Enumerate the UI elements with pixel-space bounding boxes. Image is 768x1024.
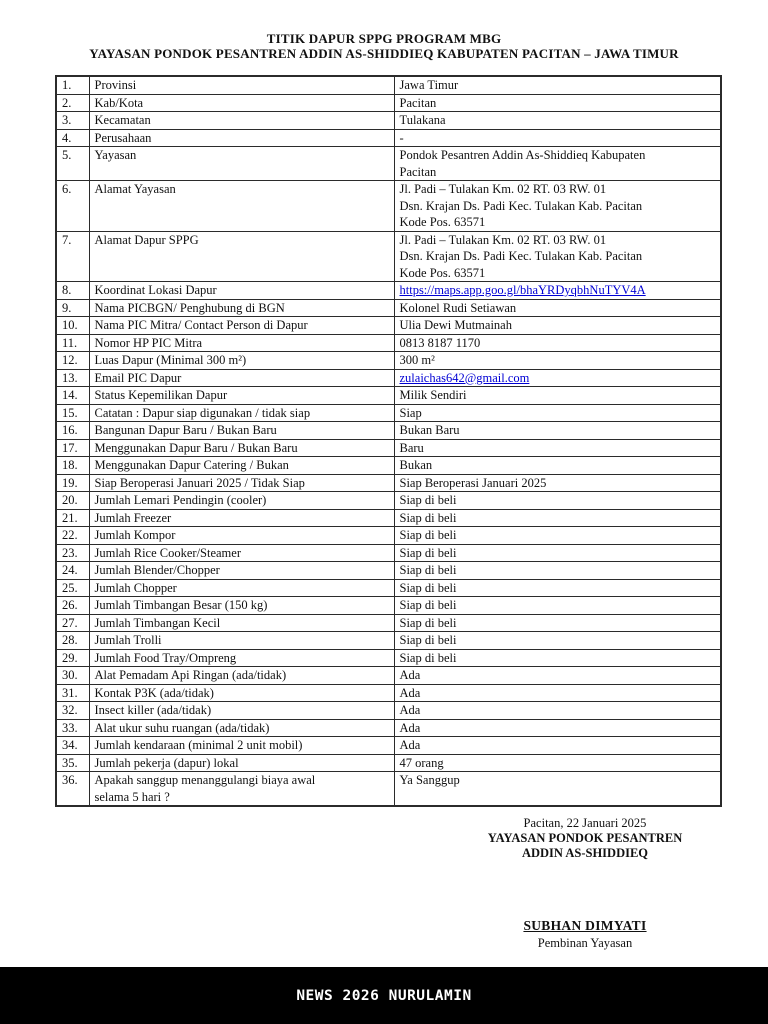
row-value <box>394 614 721 632</box>
row-number: 1. <box>56 76 89 94</box>
table-row <box>56 492 721 510</box>
row-number: 25. <box>56 579 89 597</box>
label-line: Email PIC Dapur <box>94 370 182 385</box>
maps-location-link[interactable]: https://maps.app.goo.gl/bhaYRDyqbhNuTYV4A <box>399 283 646 297</box>
row-number: 28. <box>56 632 89 650</box>
value-line: Ada <box>399 720 421 735</box>
label-line: Luas Dapur (Minimal 300 m²) <box>94 353 247 367</box>
row-value <box>394 387 721 405</box>
value-line: Bukan <box>399 458 433 472</box>
table-row <box>56 352 721 370</box>
row-label <box>89 282 394 300</box>
value-line: Siap di beli <box>399 598 457 612</box>
table-row <box>56 181 721 232</box>
row-number: 18. <box>56 457 89 475</box>
value-line: Kode Pos. 63571 <box>399 215 486 229</box>
row-number: 36. <box>56 772 89 807</box>
table-row <box>56 147 721 181</box>
value-line: Bukan Baru <box>399 423 460 437</box>
row-value <box>394 439 721 457</box>
info-table-body <box>56 76 721 806</box>
row-label <box>89 562 394 580</box>
row-value <box>394 282 721 300</box>
value-line: Ada <box>399 703 421 717</box>
table-row <box>56 457 721 475</box>
row-label <box>89 702 394 720</box>
row-label <box>89 544 394 562</box>
row-number: 13. <box>56 369 89 387</box>
row-number: 31. <box>56 684 89 702</box>
row-number: 17. <box>56 439 89 457</box>
document-title-line2: YAYASAN PONDOK PESANTREN ADDIN AS-SHIDDIEQ KABUPATEN PACITAN – JAWA TIMUR <box>89 45 679 61</box>
table-row <box>56 772 721 807</box>
label-line: Alat Pemadam Api Ringan (ada/tidak) <box>94 668 287 682</box>
table-row <box>56 334 721 352</box>
news-ticker-bar <box>0 967 768 1024</box>
label-line: selama 5 hari ? <box>94 789 170 804</box>
value-line: Siap di beli <box>399 633 457 647</box>
label-line: Kecamatan <box>94 113 151 127</box>
row-value <box>394 649 721 667</box>
label-line: Jumlah Trolli <box>94 633 162 647</box>
row-number: 20. <box>56 492 89 510</box>
table-row <box>56 94 721 112</box>
row-value <box>394 422 721 440</box>
row-label <box>89 181 394 232</box>
row-value <box>394 369 721 387</box>
row-value <box>394 231 721 282</box>
label-line: Catatan : Dapur siap digunakan / tidak siap <box>94 405 311 420</box>
document-title-line1: TITIK DAPUR SPPG PROGRAM MBG <box>266 31 502 46</box>
row-value <box>394 352 721 370</box>
row-label <box>89 772 394 807</box>
table-row <box>56 112 721 130</box>
row-number: 19. <box>56 474 89 492</box>
row-value <box>394 492 721 510</box>
table-row <box>56 317 721 335</box>
row-value <box>394 317 721 335</box>
signature-org-line1: YAYASAN PONDOK PESANTREN <box>487 831 683 845</box>
value-line: Ada <box>399 738 421 752</box>
value-line: Siap di beli <box>399 510 457 525</box>
value-line: Kode Pos. 63571 <box>399 265 486 280</box>
row-label <box>89 474 394 492</box>
value-line: Milik Sendiri <box>399 388 467 402</box>
value-line: Kolonel Rudi Setiawan <box>399 300 517 315</box>
value-line: Siap di beli <box>399 563 457 577</box>
row-number: 24. <box>56 562 89 580</box>
info-table <box>55 75 722 807</box>
table-row <box>56 737 721 755</box>
row-value <box>394 632 721 650</box>
row-number: 16. <box>56 422 89 440</box>
row-label <box>89 387 394 405</box>
value-line: Ada <box>399 685 421 700</box>
row-value <box>394 94 721 112</box>
label-line: Alat ukur suhu ruangan (ada/tidak) <box>94 720 270 735</box>
label-line: Bangunan Dapur Baru / Bukan Baru <box>94 423 277 437</box>
row-number: 11. <box>56 334 89 352</box>
row-value <box>394 509 721 527</box>
table-row <box>56 667 721 685</box>
row-label <box>89 492 394 510</box>
table-row <box>56 632 721 650</box>
row-number: 30. <box>56 667 89 685</box>
label-line: Jumlah Freezer <box>94 510 172 525</box>
row-number: 2. <box>56 94 89 112</box>
row-label <box>89 649 394 667</box>
row-number: 34. <box>56 737 89 755</box>
label-line: Kontak P3K (ada/tidak) <box>94 685 214 700</box>
signature-name: SUBHAN DIMYATI <box>523 918 647 933</box>
value-line: Siap Beroperasi Januari 2025 <box>399 475 547 490</box>
table-row <box>56 719 721 737</box>
table-row <box>56 597 721 615</box>
table-row <box>56 509 721 527</box>
row-value <box>394 527 721 545</box>
label-line: Jumlah Chopper <box>94 580 177 595</box>
table-row <box>56 422 721 440</box>
label-line: Menggunakan Dapur Baru / Bukan Baru <box>94 440 298 455</box>
row-number: 35. <box>56 754 89 772</box>
value-line: Siap di beli <box>399 615 457 630</box>
table-row <box>56 474 721 492</box>
table-row <box>56 684 721 702</box>
row-value <box>394 597 721 615</box>
row-value <box>394 181 721 232</box>
value-line: Tulakana <box>399 113 446 127</box>
label-line: Nomor HP PIC Mitra <box>94 335 203 350</box>
row-label <box>89 369 394 387</box>
value-line: 0813 8187 1170 <box>399 335 481 350</box>
value-line: Jl. Padi – Tulakan Km. 02 RT. 03 RW. 01 <box>399 232 607 247</box>
value-line: Siap di beli <box>399 580 457 595</box>
value-line: Siap <box>399 405 422 420</box>
label-line: Jumlah Kompor <box>94 528 176 542</box>
row-number: 32. <box>56 702 89 720</box>
label-line: Jumlah pekerja (dapur) lokal <box>94 755 239 770</box>
table-row <box>56 129 721 147</box>
row-label <box>89 737 394 755</box>
row-label <box>89 112 394 130</box>
label-line: Koordinat Lokasi Dapur <box>94 283 217 297</box>
value-line: Pacitan <box>399 95 437 110</box>
table-row <box>56 231 721 282</box>
label-line: Jumlah Timbangan Besar (150 kg) <box>94 598 268 612</box>
value-line: Siap di beli <box>399 493 457 507</box>
row-label <box>89 527 394 545</box>
label-line: Alamat Yayasan <box>94 182 176 196</box>
row-value <box>394 76 721 94</box>
value-line: 300 m² <box>399 353 435 367</box>
row-number: 5. <box>56 147 89 181</box>
signature-org-line2: ADDIN AS-SHIDDIEQ <box>521 846 649 860</box>
value-line: Dsn. Krajan Ds. Padi Kec. Tulakan Kab. Pacitan <box>399 198 643 213</box>
value-line: Jl. Padi – Tulakan Km. 02 RT. 03 RW. 01 <box>399 182 607 196</box>
row-label <box>89 457 394 475</box>
signature-space <box>450 861 720 918</box>
label-line: Jumlah Timbangan Kecil <box>94 615 221 630</box>
value-line: Pacitan <box>399 164 437 179</box>
row-value <box>394 404 721 422</box>
label-line: Jumlah Lemari Pendingin (cooler) <box>94 493 267 507</box>
row-value <box>394 112 721 130</box>
row-label <box>89 404 394 422</box>
table-row <box>56 439 721 457</box>
row-value <box>394 147 721 181</box>
row-label <box>89 422 394 440</box>
row-label <box>89 299 394 317</box>
label-line: Apakah sanggup menanggulangi biaya awal <box>94 773 316 787</box>
row-value <box>394 737 721 755</box>
row-value <box>394 334 721 352</box>
row-label <box>89 614 394 632</box>
label-line: Jumlah Blender/Chopper <box>94 563 220 577</box>
table-row <box>56 299 721 317</box>
row-label <box>89 317 394 335</box>
row-number: 21. <box>56 509 89 527</box>
document-header <box>0 0 768 61</box>
row-label <box>89 439 394 457</box>
row-label <box>89 231 394 282</box>
row-number: 6. <box>56 181 89 232</box>
label-line: Status Kepemilikan Dapur <box>94 388 228 402</box>
value-line: - <box>399 130 404 145</box>
table-row <box>56 527 721 545</box>
table-row <box>56 369 721 387</box>
value-line: Ya Sanggup <box>399 773 460 787</box>
row-number: 8. <box>56 282 89 300</box>
label-line: Provinsi <box>94 78 137 92</box>
row-label <box>89 147 394 181</box>
row-label <box>89 579 394 597</box>
row-label <box>89 334 394 352</box>
table-row <box>56 544 721 562</box>
value-line: Pondok Pesantren Addin As-Shiddieq Kabupaten <box>399 148 646 162</box>
value-line: Jawa Timur <box>399 78 459 92</box>
row-value <box>394 772 721 807</box>
row-label <box>89 632 394 650</box>
row-number: 12. <box>56 352 89 370</box>
value-line: Siap di beli <box>399 528 457 542</box>
row-number: 26. <box>56 597 89 615</box>
table-row <box>56 649 721 667</box>
label-line: Jumlah Food Tray/Ompreng <box>94 650 237 665</box>
label-line: Jumlah kendaraan (minimal 2 unit mobil) <box>94 738 303 752</box>
label-line: Kab/Kota <box>94 95 144 110</box>
value-line: 47 orang <box>399 755 444 770</box>
label-line: Menggunakan Dapur Catering / Bukan <box>94 458 289 472</box>
value-line: Siap di beli <box>399 650 457 665</box>
row-label <box>89 352 394 370</box>
row-label <box>89 129 394 147</box>
value-line: Dsn. Krajan Ds. Padi Kec. Tulakan Kab. Pacitan <box>399 249 643 263</box>
row-label <box>89 684 394 702</box>
row-label <box>89 597 394 615</box>
row-label <box>89 754 394 772</box>
row-value <box>394 579 721 597</box>
label-line: Yayasan <box>94 148 137 162</box>
news-ticker-text: NEWS 2026 NURULAMIN <box>296 987 472 1004</box>
row-number: 4. <box>56 129 89 147</box>
row-value <box>394 667 721 685</box>
table-row <box>56 282 721 300</box>
row-number: 23. <box>56 544 89 562</box>
row-number: 22. <box>56 527 89 545</box>
value-line: Ulia Dewi Mutmainah <box>399 318 512 332</box>
row-value <box>394 754 721 772</box>
signature-block <box>450 816 720 951</box>
label-line: Nama PICBGN/ Penghubung di BGN <box>94 300 285 315</box>
row-value <box>394 299 721 317</box>
table-row <box>56 754 721 772</box>
value-line: Siap di beli <box>399 545 457 560</box>
row-value <box>394 474 721 492</box>
row-number: 14. <box>56 387 89 405</box>
row-number: 3. <box>56 112 89 130</box>
row-label <box>89 94 394 112</box>
label-line: Alamat Dapur SPPG <box>94 232 199 247</box>
table-row <box>56 579 721 597</box>
table-row <box>56 702 721 720</box>
row-value <box>394 719 721 737</box>
table-row <box>56 387 721 405</box>
row-value <box>394 129 721 147</box>
row-number: 15. <box>56 404 89 422</box>
row-number: 10. <box>56 317 89 335</box>
row-number: 7. <box>56 231 89 282</box>
table-row <box>56 404 721 422</box>
label-line: Perusahaan <box>94 130 152 145</box>
row-value <box>394 457 721 475</box>
signature-role: Pembinan Yayasan <box>537 936 633 950</box>
row-number: 9. <box>56 299 89 317</box>
table-row <box>56 562 721 580</box>
row-label <box>89 76 394 94</box>
label-line: Siap Beroperasi Januari 2025 / Tidak Siap <box>94 475 305 490</box>
table-row <box>56 76 721 94</box>
row-label <box>89 509 394 527</box>
table-row <box>56 614 721 632</box>
label-line: Insect killer (ada/tidak) <box>94 703 212 717</box>
label-line: Jumlah Rice Cooker/Steamer <box>94 545 241 560</box>
value-line: Ada <box>399 668 421 682</box>
signature-place-date: Pacitan, 22 Januari 2025 <box>523 816 647 830</box>
row-value <box>394 702 721 720</box>
row-value <box>394 544 721 562</box>
row-number: 29. <box>56 649 89 667</box>
row-number: 27. <box>56 614 89 632</box>
row-value <box>394 684 721 702</box>
row-number: 33. <box>56 719 89 737</box>
row-label <box>89 719 394 737</box>
row-label <box>89 667 394 685</box>
label-line: Nama PIC Mitra/ Contact Person di Dapur <box>94 318 308 332</box>
value-line: Baru <box>399 440 424 455</box>
row-value <box>394 562 721 580</box>
email-link[interactable]: zulaichas642@gmail.com <box>399 370 530 385</box>
